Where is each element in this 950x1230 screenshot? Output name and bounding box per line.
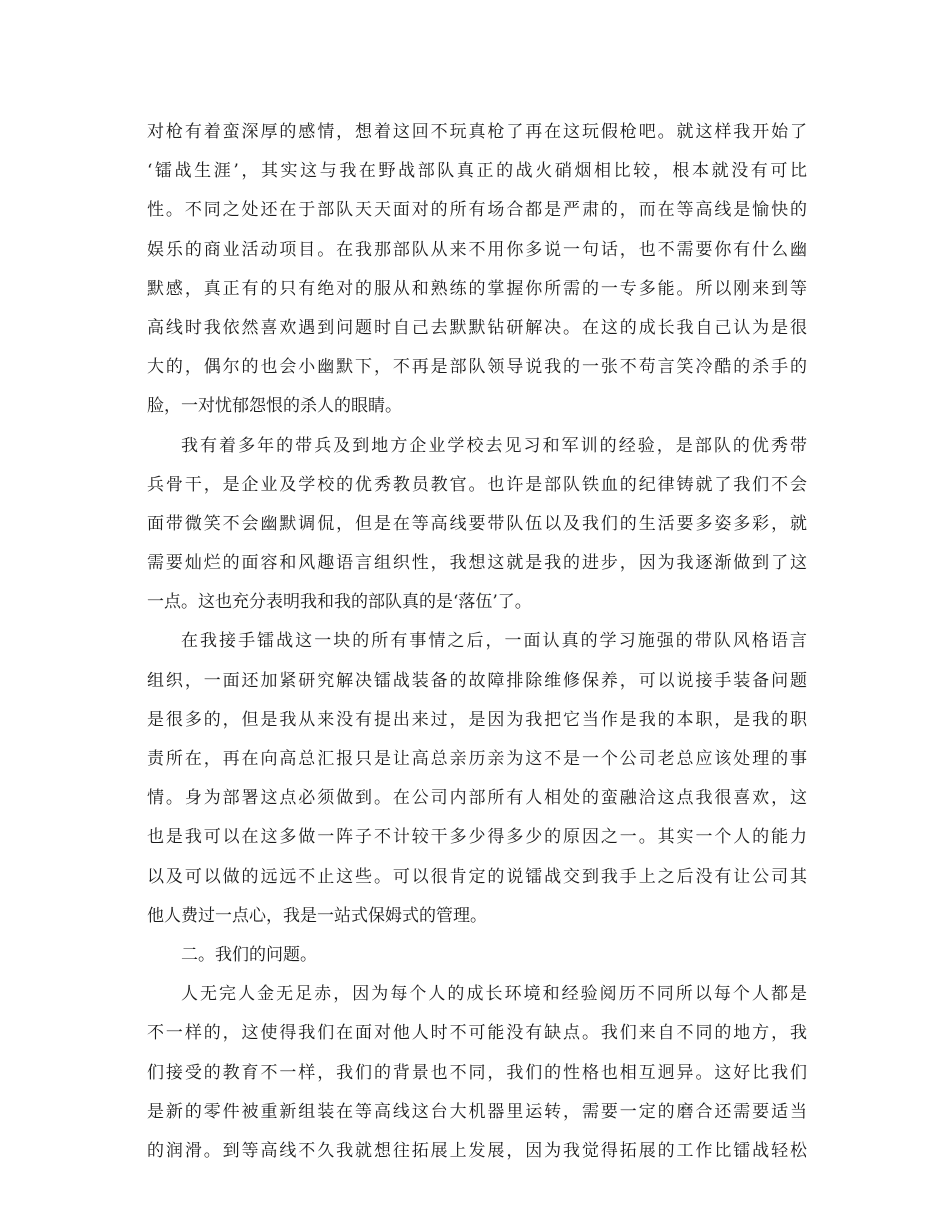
- text-line: 是新的零件被重新组装在等高线这台大机器里运转，需要一定的磨合还需要适当: [147, 1101, 807, 1122]
- text-line: 兵骨干，是企业及学校的优秀教员教官。也许是部队铁血的纪律铸就了我们不会: [147, 474, 807, 495]
- text-line: 一点。这也充分表明我和我的部队真的是‘落伍’了。: [147, 592, 532, 613]
- text-line: 不一样的，这使得我们在面对他人时不可能没有缺点。我们来自不同的地方，我: [147, 1023, 807, 1044]
- document-body: [147, 113, 807, 1171]
- text-line: 责所在，再在向高总汇报只是让高总亲历亲为这不是一个公司老总应该处理的事: [147, 749, 807, 769]
- text-line: 们接受的教育不一样，我们的背景也不同，我们的性格也相互迥异。这好比我们: [147, 1062, 807, 1083]
- text-line: 情。身为部署这点必须做到。在公司内部所有人相处的蛮融洽这点我很喜欢，这: [147, 788, 807, 809]
- text-line: 在我接手镭战这一块的所有事情之后，一面认真的学习施强的带队风格语言: [181, 631, 807, 652]
- text-line: 人无完人金无足赤，因为每个人的成长环境和经验阅历不同所以每个人都是: [181, 984, 807, 1005]
- text-line: 我有着多年的带兵及到地方企业学校去见习和军训的经验，是部队的优秀带: [181, 435, 807, 456]
- text-line: 二。我们的问题。: [181, 944, 317, 965]
- text-line: 大的，偶尔的也会小幽默下，不再是部队领导说我的一张不苟言笑冷酷的杀手的: [147, 357, 807, 378]
- text-line: 是很多的，但是我从来没有提出来过，是因为我把它当作是我的本职，是我的职: [147, 709, 807, 730]
- text-line: 的润滑。到等高线不久我就想往拓展上发展，因为我觉得拓展的工作比镭战轻松: [147, 1140, 807, 1161]
- text-line: 他人费过一点心，我是一站式保姆式的管理。: [147, 905, 487, 926]
- text-line: 高线时我依然喜欢遇到问题时自己去默默钻研解决。在这的成长我自己认为是很: [147, 317, 807, 338]
- text-line: 也是我可以在这多做一阵子不计较干多少得多少的原因之一。其实一个人的能力: [147, 827, 807, 848]
- text-line: 性。不同之处还在于部队天天面对的所有场合都是严肃的，而在等高线是愉快的: [147, 200, 807, 221]
- text-line: 面带微笑不会幽默调侃，但是在等高线要带队伍以及我们的生活要多姿多彩，就: [147, 513, 807, 534]
- text-line: 对枪有着蛮深厚的感情，想着这回不玩真枪了再在这玩假枪吧。就这样我开始了: [147, 122, 807, 142]
- text-line: 娱乐的商业活动项目。在我那部队从来不用你多说一句话，也不需要你有什么幽: [147, 239, 807, 260]
- text-line: 需要灿烂的面容和风趣语言组织性，我想这就是我的进步，因为我逐渐做到了这: [147, 553, 807, 574]
- text-line: 脸，一对忧郁怨恨的杀人的眼睛。: [147, 396, 402, 417]
- text-line: 默感，真正有的只有绝对的服从和熟练的掌握你所需的一专多能。所以刚来到等: [147, 278, 807, 299]
- text-line: 组织，一面还加紧研究解决镭战装备的故障排除维修保养，可以说接手装备问题: [147, 670, 807, 691]
- text-line: 以及可以做的远远不止这些。可以很肯定的说镭战交到我手上之后没有让公司其: [147, 866, 807, 887]
- text-line: ‘镭战生涯’，其实这与我在野战部队真正的战火硝烟相比较，根本就没有可比: [147, 161, 807, 182]
